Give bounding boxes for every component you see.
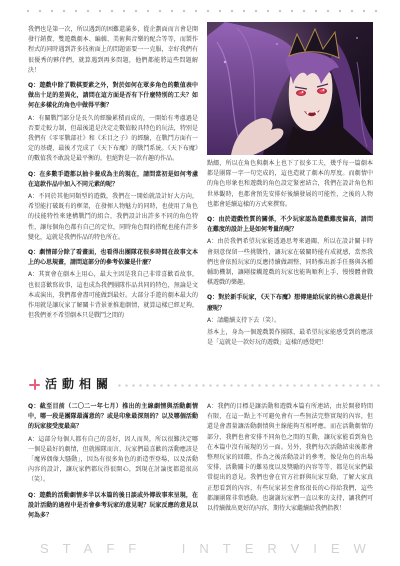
left-eye-highlight (302, 91, 304, 93)
interview-question: Q：對於新手玩家，《天下布魔》想傳達給玩家的核心意義是什麼呢？ (207, 294, 373, 312)
section-heading: 活動相關 (45, 377, 114, 391)
staff-interview-watermark: STAFF INTERVIEW (40, 541, 380, 556)
left-eye (296, 90, 306, 96)
interview-question: Q：由於遊戲性質的關係，不少玩家認為遊戲難度偏高，請問在難度的設計上是如何考量的呢？ (207, 216, 373, 234)
section-dot-rule (116, 384, 380, 387)
interview-question: Q：在多數手遊都以抽卡養成為主的現在，請問當初是如何考慮在這款作品中加入不同元素的呢？ (28, 170, 198, 188)
right-eye-highlight (323, 89, 325, 91)
sparkle (224, 61, 226, 63)
interview-answer: A：請繼續支持下去（笑）。 (207, 316, 281, 324)
activity-right-column (207, 402, 373, 514)
sparkle (276, 43, 278, 45)
interview-question: Q：劇情部分除了看畫面，也看得出團隊花很多時間在故事文本上的心思規畫，請問這部分的參考依據是什麼？ (28, 249, 198, 267)
right-column (207, 159, 373, 348)
interview-question: Q：遊戲中除了戰棋要素之外，對於如何在眾多角色的數值表中做出十足的差異化，請問在這方面是否有下什麼特別的工夫？如何在多樣化的角色中做得平衡？ (28, 82, 198, 110)
sparkle (356, 37, 358, 39)
answer-continued-paragraph: 我們也是第一次，所以遇到的困難還滿多，從企劃面而言會是開發行銷費、雙遊戲劇本、編輯、美術與音樂的配合等等，而製作程式的同時遇到許多技術面上的問題需要一一克服，幸好我們有很優秀的夥伴們，就算遇到再多問題，他們都能將這些問題解決！ (28, 26, 198, 74)
interview-answer: A：有關戰鬥部分是長久的經驗累積而成的，一開始有考慮過是否要走較力制，但最後還是決定走數值較具特色的玩法，特別是我們有《零零戰部社》和《禾目之子》的經驗，在戰鬥方面有一定的基礎，最後才完成了《天下布魔》的戰鬥系統。《天下布魔》的數值我不敢說是最平衡的，但絕對是一款有趣的作品。 (28, 114, 198, 163)
illustration-svg (207, 22, 373, 155)
character-illustration (207, 22, 373, 155)
plus-icon (29, 379, 40, 390)
interview-answer: A：不同於其他同類型的遊戲，我們在一開始就設計好大方向，希望能打破既有的框架，在發揮人物魅力的同時，也使用了角色的技能特性來建構戰鬥的組合，我們設計出許多不同的角色特性，讓每個角色都有自己的定位，同時角色間的搭配也能有許多變化，這就是我們作品的特色所在。 (28, 193, 198, 241)
interview-answer-paragraph: 基本上，身為一個遊戲製作團隊，最希望玩家能感受到的應該是「這就是一款好玩的遊戲」這樣的感覺吧！ (207, 329, 373, 347)
activity-left-column (28, 402, 198, 523)
header-dot-rule (22, 9, 382, 13)
interview-answer: A：其實會在劇本上用心，最大主因是我自己非常喜歡看故事，也很喜歡寫故事，這也成為我們團隊作品共同的特色，無論是文本或演出，我們都會盡可能做到最好。大部分手遊的劇本最大的作用就是讓玩家了解關卡背景並推進劇情，就算這樣已經足夠，但我們並不希望劇本只是戰鬥之間的 (28, 271, 198, 320)
left-column (28, 25, 198, 321)
right-eye (317, 88, 327, 94)
interview-answer: A：我們的目標是讓活動和遊戲本篇有所連結，由於開發時間有限，在這一點上不可避免會有一些無法完整實現的內容，但還是會盡量讓活動劇情與主線能夠互相呼應。而在活動劇情的部分，我們也會安排不同角色之間的互動，讓玩家能看到角色在本篇中沒有展現的另一面。另外，我們每次活動結束後都會整理玩家的回饋，作為之後活動設計的參考，像是角色的出場安排、活動關卡的難易度以及獎勵的內容等等，都是玩家們最常提出的意見。我們也會在官方社群與玩家互動，了解大家真正想看到的內容，有些玩家甚至會寫很長的心得給我們，這些都讓團隊非常感動。也謝謝玩家們一直以來的支持，讓我們可以持續做出更好的內容，期待大家繼續給我們指教！ (207, 403, 373, 513)
interview-answer: A：這部分每個人都有自己的喜好，因人而異，所以很難決定哪一個是最好的劇情，但就團隊而言，玩家們最喜歡的活動應該是「魔界偶像大騷動」，因為有很多角色的新造型登場，以及活動內容的設計，讓玩家們都玩得很開心，到現在討論度都還很高（笑）。 (28, 435, 198, 484)
interview-question: Q：遊戲的活動劇情多半以本篇的後日談或外傳故事來呈現，在設計活動的過程中是否會參考玩家的意見呢？玩家反應的意見以何為多？ (28, 491, 198, 520)
interview-answer: A：由於我們希望玩家能透過思考來過關，所以在設計關卡時會刻意保留一些挑戰性，讓玩家在破關時能有成就感，當然我們也會依照玩家的反應持續做調整，同時推出新手任務與各種輔助機制，讓剛接觸遊戲的玩家也能夠順利上手，慢慢體會戰棋遊戲的樂趣。 (207, 238, 373, 287)
answer-continued-paragraph: 點綴，所以在角色與劇本上也下了很多工夫，幾乎每一篇劇本都是團隊一字一句完成的，這也造就了劇本的厚度。而劇情中的角色形象也和遊戲的角色設定緊密結合，我們在設計角色和世界觀時，也都會預先安排好後續發展的可能性，之後的人物也都會延續這樣的方式來撰寫。 (207, 160, 373, 208)
interview-question: Q：截至目前（二〇二一年七月）推出的主線劇情與活動劇情中，哪一段是團隊最滿意的？或是印象最深刻的？以及哪個活動的玩家接受度最高？ (28, 403, 198, 431)
